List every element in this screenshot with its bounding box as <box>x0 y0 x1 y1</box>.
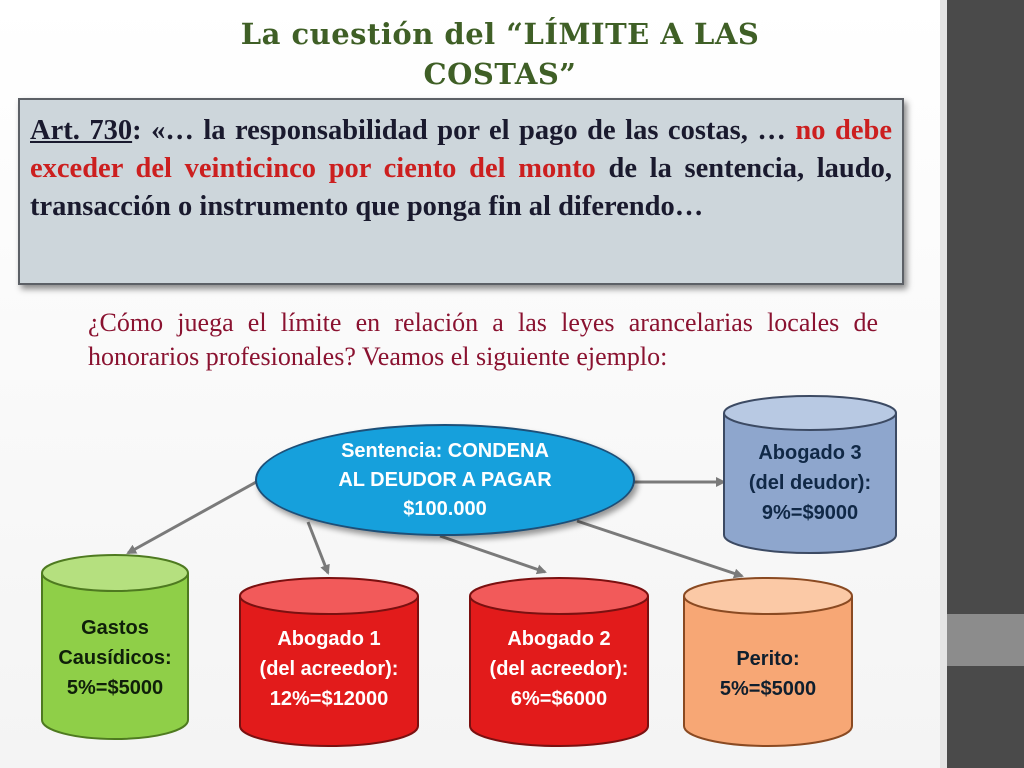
abogado-1-cylinder <box>238 576 420 748</box>
abogado-1-line-1: Abogado 1 <box>277 628 381 650</box>
arrow-to-gastos <box>128 481 258 553</box>
perito-cylinder <box>682 576 854 748</box>
article-highlight: no debe exceder del veinticinco por ciento del monto <box>30 115 892 184</box>
abogado-1-line-2: (del acreedor): <box>259 658 399 680</box>
arrow-to-perito <box>577 521 742 576</box>
title-line-2: COSTAS” <box>423 57 577 91</box>
gastos-line-2: Causídicos: <box>58 647 172 669</box>
sentencia-node <box>255 424 635 536</box>
sentencia-line-2: AL DEUDOR A PAGAR <box>338 468 552 491</box>
abogado-2-line-3: 6%=$6000 <box>510 688 608 710</box>
abogado-3-line-1: Abogado 3 <box>758 442 862 464</box>
arrow-to-abogado-1 <box>308 522 328 573</box>
question-text: ¿Cómo juega el límite en relación a las leyes arancelarias locales de honorarios profesionales? Veamos el siguiente ejemplo: <box>88 308 878 371</box>
abogado-2-cylinder <box>468 576 650 748</box>
perito-line-2: 5%=$5000 <box>719 678 817 700</box>
gastos-line-1: Gastos <box>81 617 149 639</box>
abogado-2-line-1: Abogado 2 <box>507 628 611 650</box>
sentencia-line-3: $100.000 <box>403 497 487 520</box>
sentencia-line-1: Sentencia: CONDENA <box>341 439 549 462</box>
abogado-3-cylinder <box>722 394 898 556</box>
title-line-1: La cuestión del “LÍMITE A LAS <box>240 17 760 51</box>
article-label: Art. 730 <box>30 115 133 146</box>
article-part-1: : «… la responsabilidad por el pago de las costas, … <box>132 115 796 146</box>
abogado-1-line-3: 12%=$12000 <box>269 688 389 710</box>
abogado-3-line-3: 9%=$9000 <box>761 502 859 524</box>
abogado-3-line-2: (del deudor): <box>748 472 872 494</box>
gastos-cylinder <box>40 553 190 741</box>
arrow-to-abogado-2 <box>440 536 545 572</box>
gastos-line-3: 5%=$5000 <box>66 677 164 699</box>
abogado-2-line-2: (del acreedor): <box>489 658 629 680</box>
perito-line-1: Perito: <box>736 648 800 670</box>
article-part-2: de la sentencia, laudo, transacción o instrumento que ponga fin al diferendo… <box>30 153 892 222</box>
sentencia-label <box>338 437 551 524</box>
